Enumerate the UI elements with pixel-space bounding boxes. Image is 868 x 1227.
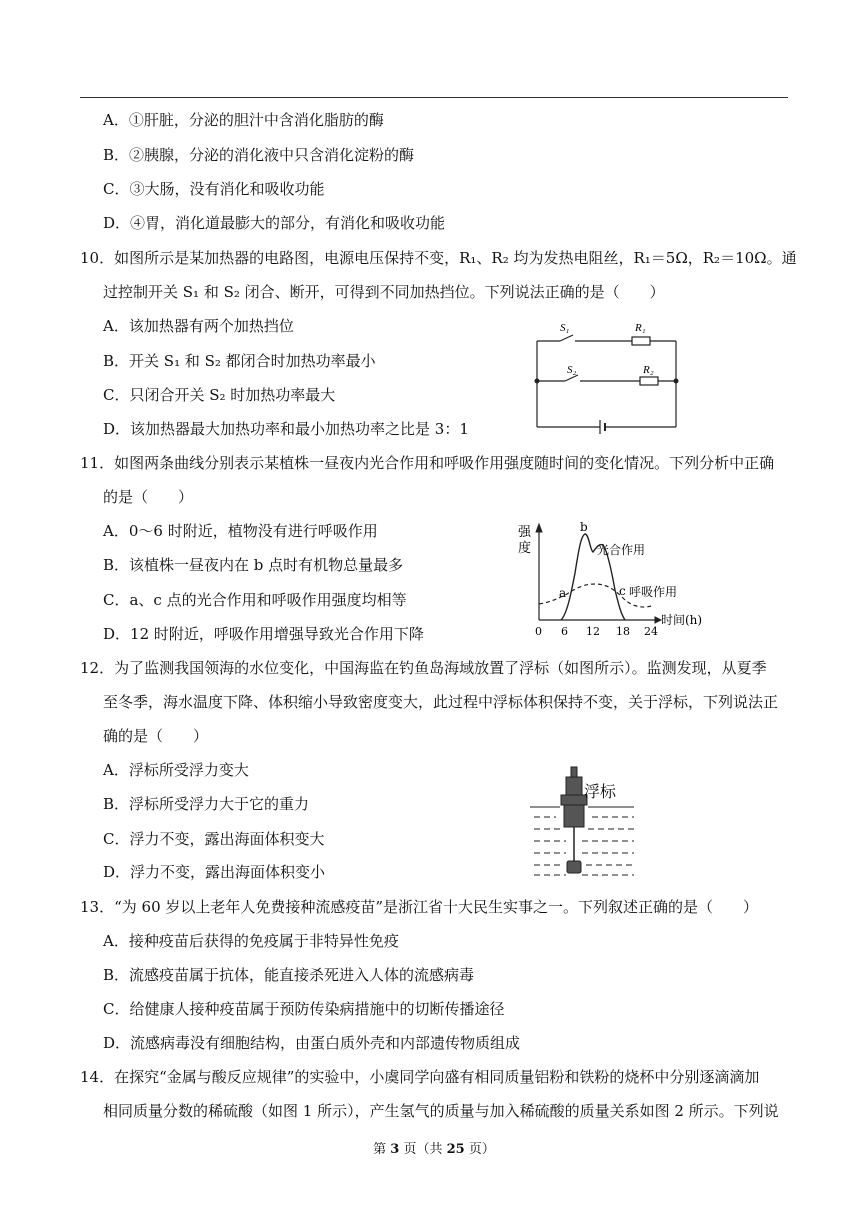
curve-photosynthesis-label: 光合作用 [597,543,646,557]
q13-option-a: A．接种疫苗后获得的免疫属于非特异性免疫 [103,932,399,950]
q10-option-b: B．开关 S₁ 和 S₂ 都闭合时加热功率最小 [103,352,376,370]
q10-option-d: D．该加热器最大加热功率和最小加热功率之比是 3：1 [103,420,469,438]
q9-option-d: D．④胃，消化道最膨大的部分，有消化和吸收功能 [103,214,446,232]
tick-0: 0 [535,625,542,638]
curve-respiration-label: 呼吸作用 [629,585,678,599]
circuit-diagram [530,315,680,435]
q12-stem-line2: 至冬季，海水温度下降、体积缩小导致密度变大，此过程中浮标体积保持不变，关于浮标，下列说法正 [103,693,779,711]
switch-s1-label: S₁ [560,322,570,334]
q9-option-c: C．③大肠，没有消化和吸收功能 [103,180,325,198]
q9-option-b: B．②胰腺，分泌的消化液中只含消化淀粉的酶 [103,146,415,164]
q13-option-c: C．给健康人接种疫苗属于预防传染病措施中的切断传播途径 [103,1000,505,1018]
x-axis-label: 时间(h) [661,613,703,627]
tick-6: 6 [561,625,568,638]
y-axis-label-1: 强 [518,525,532,540]
q10-option-c: C．只闭合开关 S₂ 时加热功率最大 [103,386,336,404]
buoy-diagram [530,765,640,880]
resistor-r2-label: R₂ [643,364,654,376]
q13-option-d: D．流感病毒没有细胞结构，由蛋白质外壳和内部遗传物质组成 [103,1034,521,1052]
q12-option-b: B．浮标所受浮力大于它的重力 [103,795,310,813]
q11-stem-line1: 11．如图两条曲线分别表示某植株一昼夜内光合作用和呼吸作用强度随时间的变化情况。下列分析中正确 [80,454,775,472]
point-b-label: b [580,520,588,534]
q10-option-a: A．该加热器有两个加热挡位 [103,317,294,335]
tick-12: 12 [586,625,600,638]
q12-option-a: A．浮标所受浮力变大 [103,761,249,779]
tick-24: 24 [644,625,658,638]
point-a-label: a [559,586,567,600]
footer-mid: 页（共 [399,1142,447,1157]
footer-page-number: 3 [390,1142,400,1157]
q9-option-a: A．①肝脏，分泌的胆汁中含消化脂肪的酶 [103,111,384,129]
y-axis-label-2: 度 [518,541,532,556]
footer-post: 页） [464,1142,495,1157]
photosynthesis-respiration-graph [515,518,715,640]
q12-stem-line3: 确的是（ ） [103,727,209,745]
q12-option-d: D．浮力不变，露出海面体积变小 [103,863,326,881]
page-footer [0,1138,868,1157]
footer-total-pages: 25 [446,1142,465,1157]
switch-s2-label: S₂ [567,364,577,376]
q11-option-b: B．该植株一昼夜内在 b 点时有机物总量最多 [103,556,404,574]
header-rule [80,97,788,98]
footer-pre: 第 [373,1142,391,1157]
tick-18: 18 [616,625,630,638]
resistor-r1-label: R₁ [635,322,646,334]
q14-stem-line2: 相同质量分数的稀硫酸（如图 1 所示），产生氢气的质量与加入稀硫酸的质量关系如图 2 所示。下列说 [103,1102,779,1120]
q11-option-c: C．a、c 点的光合作用和呼吸作用强度均相等 [103,591,407,609]
q13-option-b: B．流感疫苗属于抗体，能直接杀死进入人体的流感病毒 [103,966,475,984]
point-c-label: c [619,584,626,598]
q11-option-a: A．0～6 时附近，植物没有进行呼吸作用 [103,522,378,540]
q10-stem-line2: 过控制开关 S₁ 和 S₂ 闭合、断开，可得到不同加热挡位。下列说法正确的是（ ） [103,283,665,301]
q14-stem-line1: 14．在探究“金属与酸反应规律”的实验中，小虞同学向盛有相同质量铝粉和铁粉的烧杯中分别逐滴滴加 [80,1068,760,1086]
buoy-label: 浮标 [584,782,617,801]
q12-option-c: C．浮力不变，露出海面体积变大 [103,830,325,848]
q11-stem-line2: 的是（ ） [103,488,194,506]
q12-stem-line1: 12．为了监测我国领海的水位变化，中国海监在钓鱼岛海域放置了浮标（如图所示）。监测发现，从夏季 [80,659,767,677]
q11-option-d: D．12 时附近，呼吸作用增强导致光合作用下降 [103,625,424,643]
q13-stem: 13．“为 60 岁以上老年人免费接种流感疫苗”是浙江省十大民生实事之一。下列叙述正确的是（ ） [80,898,759,916]
q10-stem-line1: 10．如图所示是某加热器的电路图，电源电压保持不变，R₁、R₂ 均为发热电阻丝，R₁＝5Ω，R₂＝10Ω。通 [80,249,797,267]
